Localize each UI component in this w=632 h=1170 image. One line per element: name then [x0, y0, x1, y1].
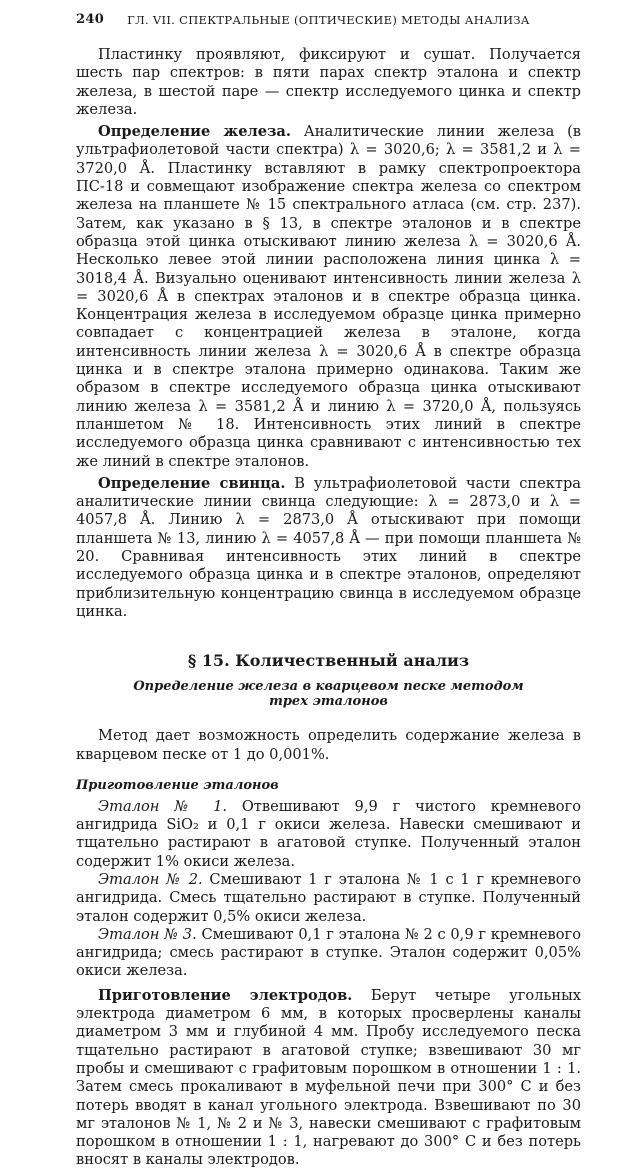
etalon-2-text: Смешивают 1 г эталона № 1 с 1 г кремневого ангидрида. Смесь тщательно растирают в ступке. Полученный эталон содержит 0,5% окиси железа.: [76, 870, 581, 925]
section-subtitle: [76, 679, 581, 709]
etalon-1-text: Отвешивают 9,9 г чистого кремневого ангидрида SiO₂ и 0,1 г окиси железа. Навески смешивают и тщательно растирают в агатовой ступке. Полученный эталон содержит 1% окиси железа.: [76, 797, 581, 870]
page-header: [76, 10, 581, 32]
electrodes-heading: Приготовление электродов.: [98, 986, 353, 1004]
iron-heading: Определение железа.: [98, 123, 291, 141]
running-title: ГЛ. VII. СПЕКТРАЛЬНЫЕ (ОПТИЧЕСКИЕ) МЕТОДЫ АНАЛИЗА: [127, 13, 530, 27]
subtitle-line-2: трех эталонов: [269, 694, 388, 710]
body-text: [76, 46, 581, 1170]
paragraph-etalon-1: [76, 798, 581, 871]
electrodes-text: Берут четыре угольных электрода диаметром 6 мм, в которых просверлены каналы диаметром 3 мм и глубиной 4 мм. Пробу исследуемого песка тщательно растирают в агатовой ступке; взвешивают 30 мг пробы и смешивают с графитовым порошком в отношении 1 : 1. Затем смесь прокаливают в муфельной печи при 300° С и без потерь вводят в канал угольного электрода. Взвешивают по 30 мг эталонов № 1, № 2 и № 3, навески смешивают с графитовым порошком в отношении 1 : 1, нагревают до 300° С и без потерь вносят в каналы электродов.: [76, 986, 581, 1169]
page-number: 240: [76, 12, 105, 27]
paragraph-method: Метод дает возможность определить содержание железа в кварцевом песке от 1 до 0,001%.: [76, 727, 581, 763]
iron-text: Аналитические линии железа (в ультрафиолетовой части спектра) λ = 3020,6; λ = 3581,2 и λ = 3720,0 Å. Пластинку вставляют в рамку спектропроектора ПС-18 и совмещают изображение спектра железа со спектром железа на планшете № 15 спектрального атласа (см. стр. 237). Затем, как указано в § 13, в спектре эталонов и в спектре образца этой цинка отыскивают линию железа λ = 3020,6 Å. Несколько левее этой линии расположена линия цинка λ = 3018,4 Å. Визуально оценивают интенсивность линии железа λ = 3020,6 Å в спектрах эталонов и в спектре образца цинка. Концентрация железа в исследуемом образце цинка примерно совпадает с концентрацией железа в эталоне, когда интенсивность линии железа λ = 3020,6 Å в спектре образца цинка и в спектре эталона примерно одинакова. Таким же образом в спектре исследуемого образца цинка отыскивают линию железа λ = 3581,2 Å и линию λ = 3720,0 Å, пользуясь планшетом № 18. Интенсивность этих линий в спектре исследуемого образца цинка сравнивают с интенсивностью тех же линий в спектре эталонов.: [76, 123, 581, 470]
section-title: § 15. Количественный анализ: [187, 651, 470, 671]
paragraph-lead: [76, 475, 581, 621]
lead-text: В ультрафиолетовой части спектра аналитические линии свинца следующие: λ = 2873,0 и λ = 4057,8 Å. Линию λ = 2873,0 Å отыскивают при помощи планшета № 13, линию λ = 4057,8 Å — при помощи планшета № 20. Сравнивая интенсивность этих линий в спектре исследуемого образца цинка и в спектре эталонов, определяют приблизительную концентрацию свинца в исследуемом образце цинка.: [76, 474, 581, 620]
paragraph-etalon-3: [76, 926, 581, 981]
prep-heading: Приготовление эталонов: [76, 777, 279, 793]
paragraph-iron: [76, 123, 581, 471]
subtitle-line-1: Определение железа в кварцевом песке методом: [133, 679, 524, 695]
lead-heading: Определение свинца.: [98, 474, 286, 492]
paragraph-etalon-2: [76, 871, 581, 926]
paragraph-electrodes: [76, 987, 581, 1170]
etalon-3-label: Эталон № 3.: [98, 925, 197, 943]
etalon-3-text: Смешивают 0,1 г эталона № 2 с 0,9 г кремневого ангидрида; смесь растирают в ступке. Эталон содержит 0,05% окиси железа.: [76, 925, 581, 980]
etalon-2-label: Эталон № 2.: [98, 870, 203, 888]
etalon-1-label: Эталон № 1.: [98, 797, 227, 815]
paragraph-plate: Пластинку проявляют, фиксируют и сушат. Получается шесть пар спектров: в пяти парах спектр эталона и спектр железа, в шестой паре — спектр исследуемого цинка и спектр железа.: [76, 46, 581, 118]
